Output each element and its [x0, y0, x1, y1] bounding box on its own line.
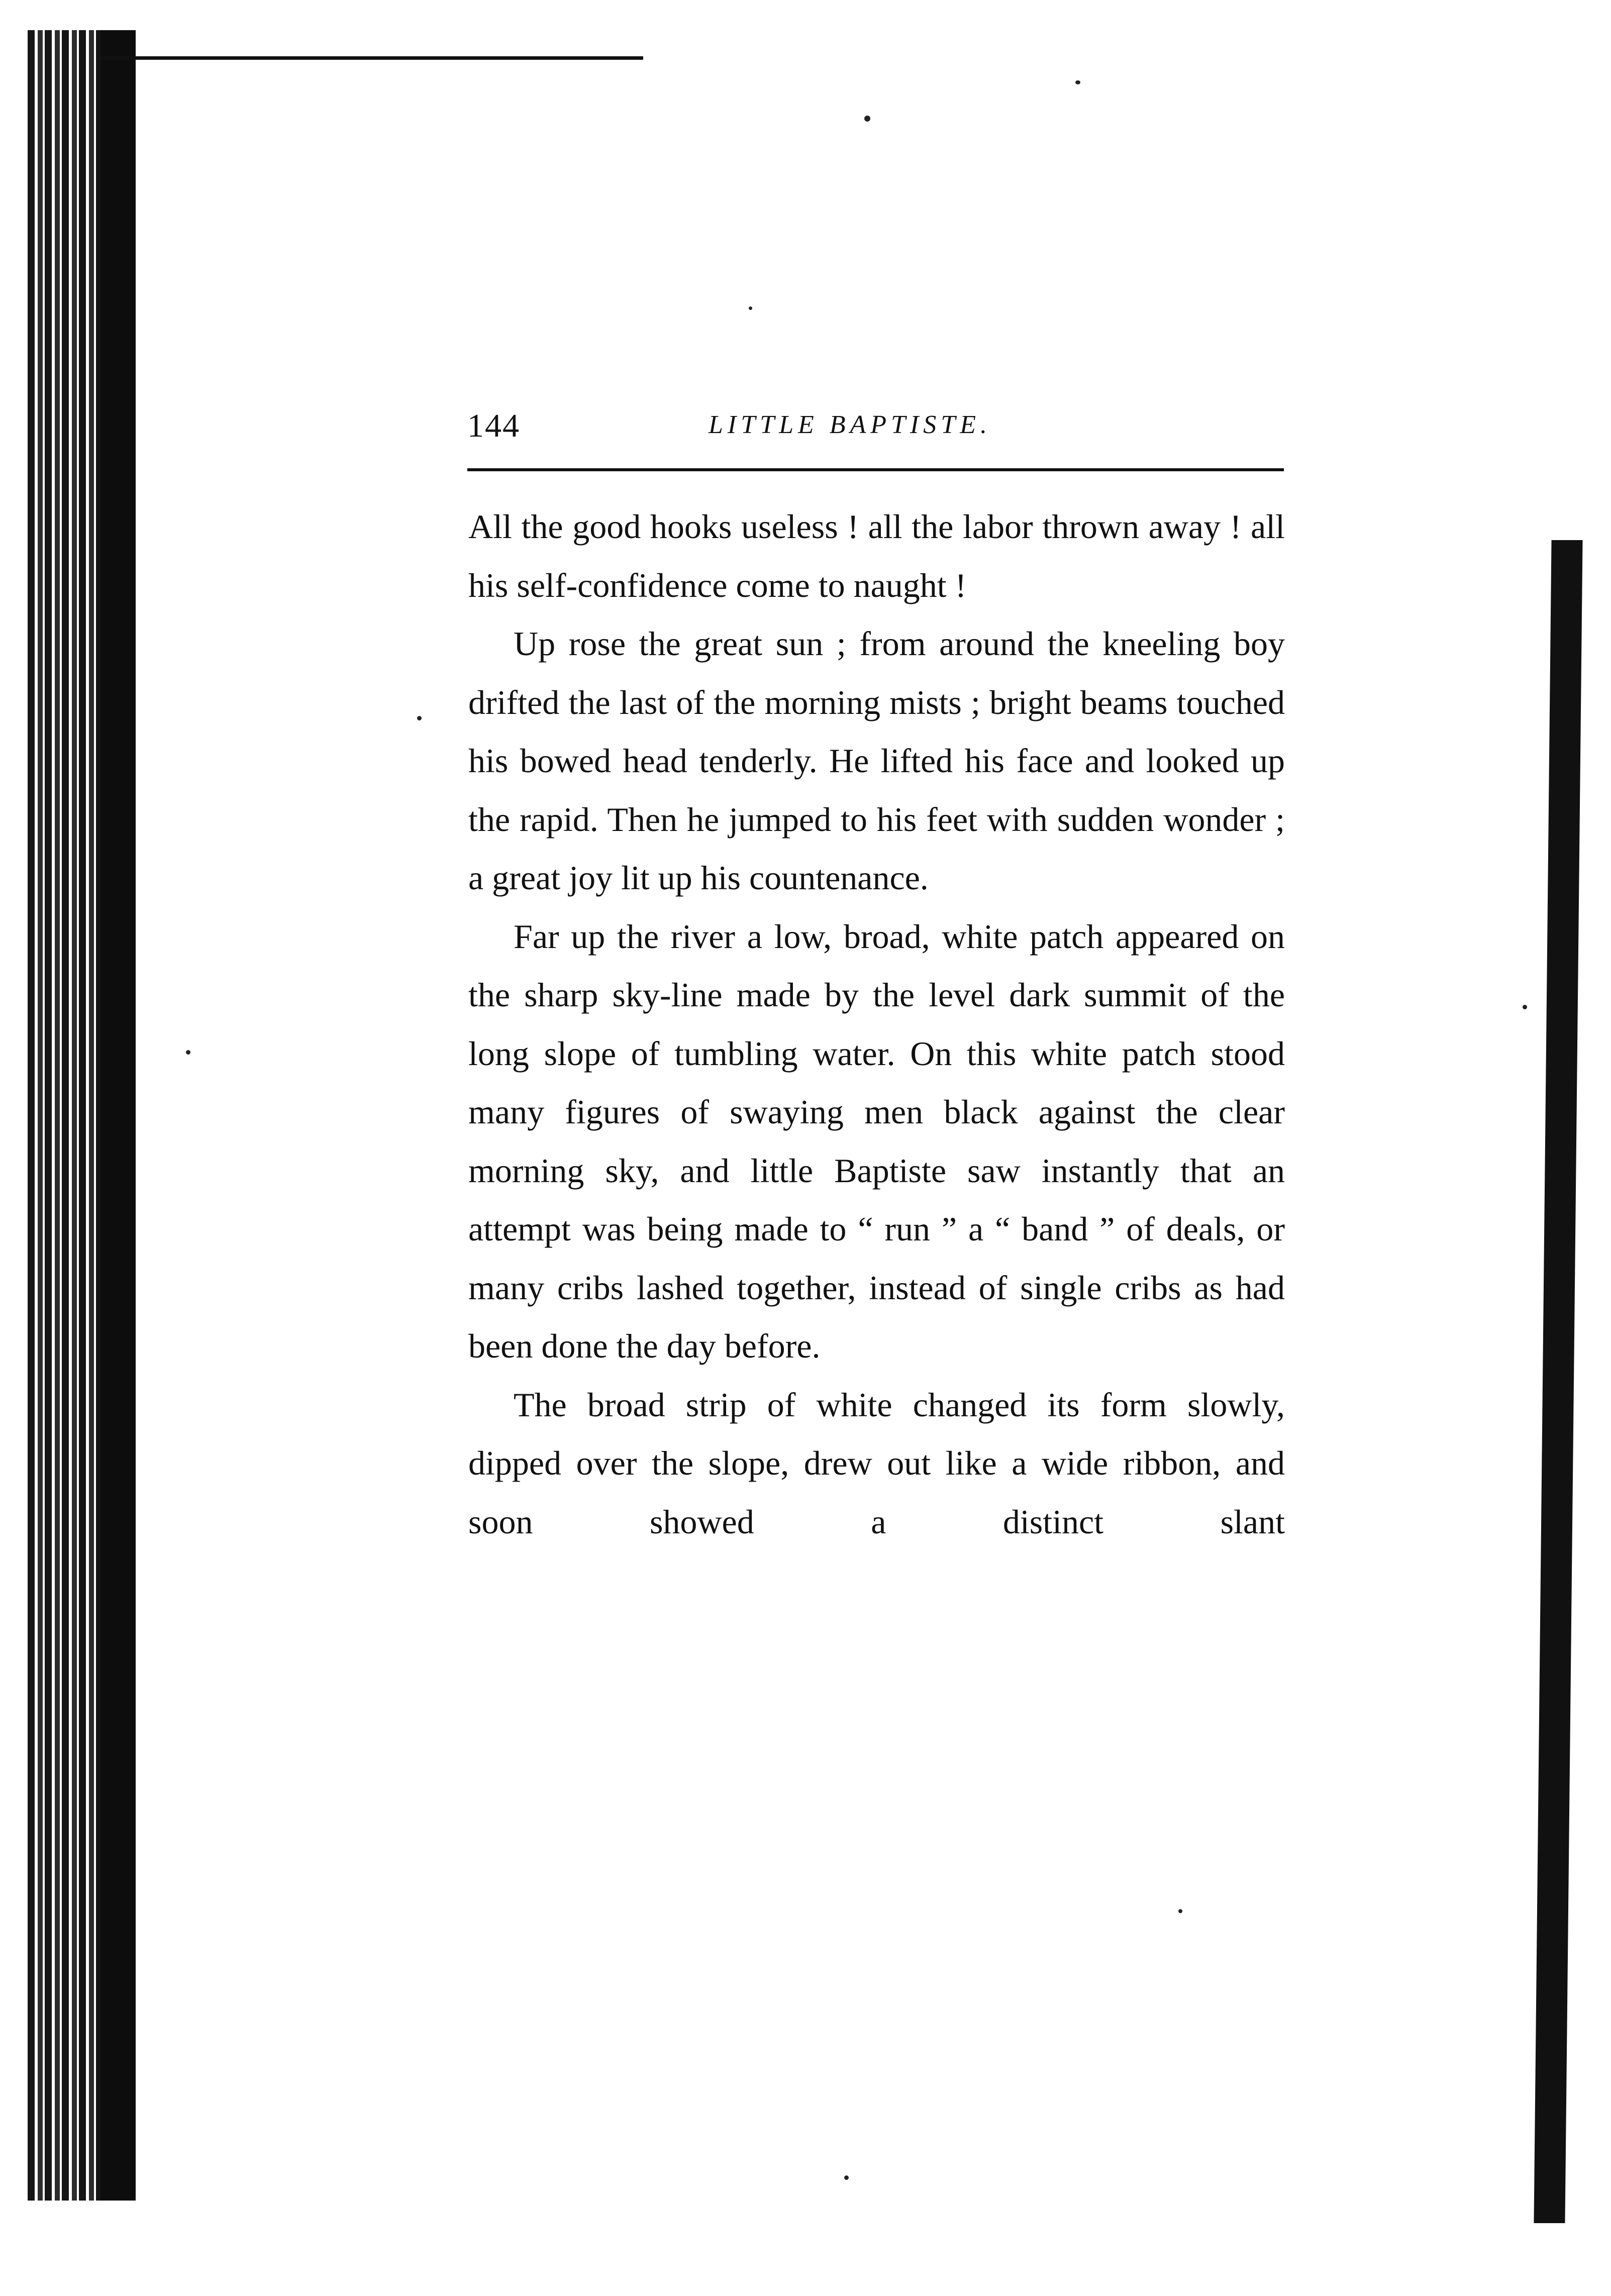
paragraph-2: Up rose the great sun ; from around the kneeling boy drifted the last of the morning mists ; bright beams touched his bowed head tenderly. He lifted his face and looked up the rapid. Then he jumped to his feet with sudden wonder ; a great joy lit up his countenance.	[468, 624, 1285, 897]
header-rule	[467, 468, 1284, 471]
scan-speck	[186, 1050, 190, 1055]
paragraph-3: Far up the river a low, broad, white patch appeared on the sharp sky-line made by the level dark summit of the long slope of tumbling water. On this white patch stood many figures of swaying men black against the clear morning sky, and little Baptiste saw instantly that an attempt was being made to “ run ” a “ band ” of deals, or many cribs lashed together, instead of single cribs as had been done the day before.	[468, 917, 1285, 1365]
scan-binding-edge-left	[100, 30, 136, 2201]
paragraph-1: All the good hooks useless ! all the labor thrown away ! all his self-confidence come to naught !	[468, 507, 1285, 604]
paragraph-4: The broad strip of white changed its form slowly, dipped over the slope, drew out like a wide ribbon, and soon showed a distinct slant	[468, 1385, 1285, 1541]
scan-binding-shadow-right	[1534, 540, 1582, 2223]
running-head-title: LITTLE BAPTISTE.	[709, 410, 991, 439]
scan-speck	[864, 116, 870, 122]
scan-speck	[1178, 1909, 1182, 1913]
scan-speck	[749, 306, 752, 310]
scan-speck	[1523, 1005, 1527, 1009]
scan-speck	[417, 716, 422, 720]
scan-speck	[1075, 80, 1080, 84]
page-number: 144	[467, 407, 520, 444]
body-text	[468, 497, 1285, 1551]
running-head	[467, 407, 1284, 452]
scan-speck	[844, 2175, 849, 2180]
scan-top-edge-line	[100, 56, 643, 60]
